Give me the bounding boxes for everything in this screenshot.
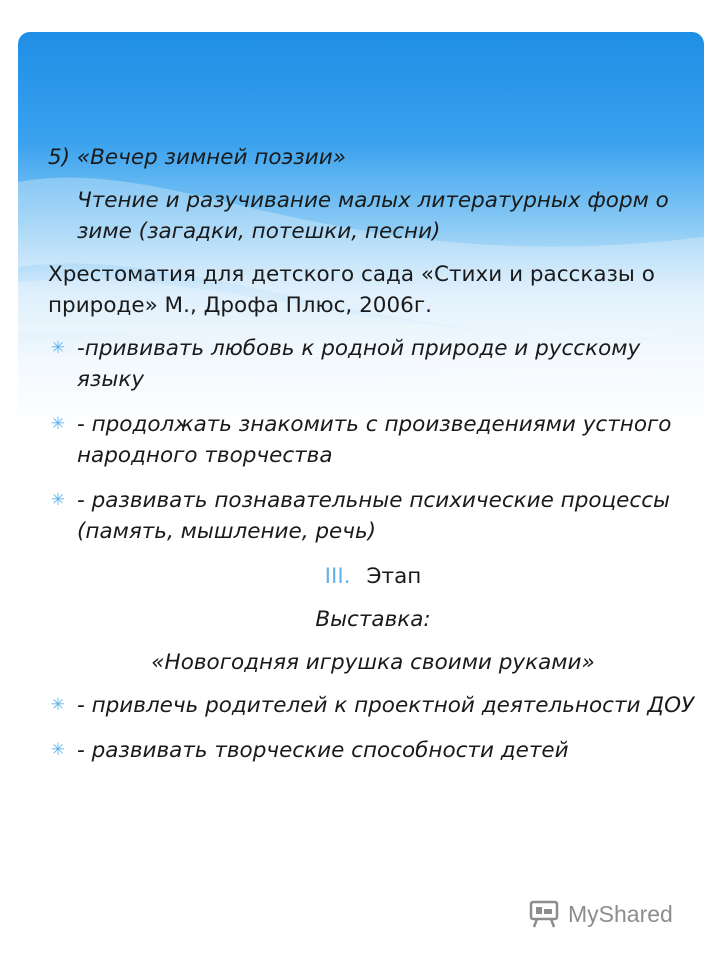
- list-item: [48, 333, 698, 395]
- stage-label: Этап: [366, 564, 422, 589]
- asterisk-bullet-icon: ✳: [50, 490, 66, 510]
- reading-activity: Чтение и разучивание малых литературных форм о зиме (загадки, потешки, песни): [77, 188, 669, 244]
- slide: [18, 32, 704, 960]
- asterisk-bullet-icon: ✳: [50, 695, 66, 715]
- list-item: [48, 735, 698, 766]
- list-item: [48, 409, 698, 471]
- list-item: [48, 485, 698, 547]
- list-item-text: - развивать познавательные психические процессы (память, мышление, речь): [77, 488, 671, 544]
- stage-number: III.: [324, 564, 351, 589]
- section-heading: 5) «Вечер зимней поэзии»: [48, 145, 346, 170]
- exhibition-label: Выставка:: [315, 607, 431, 632]
- asterisk-bullet-icon: ✳: [50, 338, 66, 358]
- stage-heading: [48, 561, 698, 592]
- exhibition-title: «Новогодняя игрушка своими руками»: [151, 650, 595, 675]
- list-item-text: -прививать любовь к родной природе и русскому языку: [77, 336, 641, 392]
- list-item-text: - привлечь родителей к проектной деятельности ДОУ: [77, 693, 695, 718]
- slide-content: [48, 142, 698, 780]
- myshared-watermark: [528, 896, 673, 932]
- presentation-board-icon: [528, 898, 560, 930]
- list-item-text: - развивать творческие способности детей: [77, 738, 569, 763]
- source-text: Хрестоматия для детского сада «Стихи и рассказы о природе» М., Дрофа Плюс, 2006г.: [48, 262, 655, 318]
- list-item-text: - продолжать знакомить с произведениями устного народного творчества: [77, 412, 672, 468]
- list-item: [48, 690, 698, 721]
- asterisk-bullet-icon: ✳: [50, 414, 66, 434]
- watermark-text: MyShared: [568, 900, 673, 927]
- asterisk-bullet-icon: ✳: [50, 740, 66, 760]
